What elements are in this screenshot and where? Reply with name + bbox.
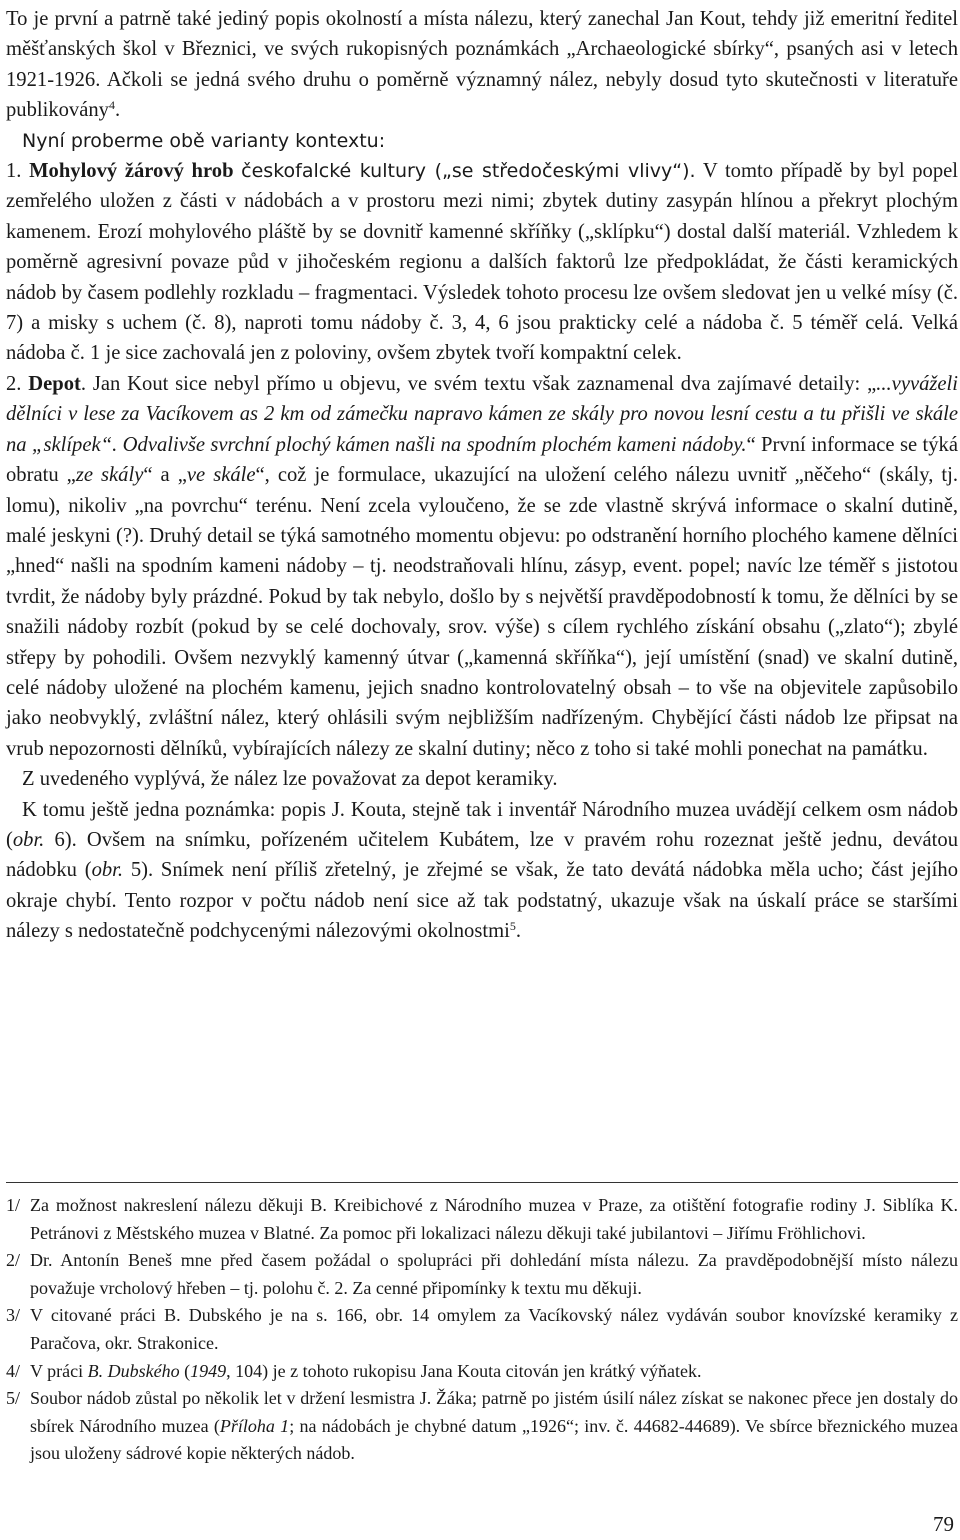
page-number: 79 xyxy=(933,1512,954,1536)
footnote-number: 5/ xyxy=(6,1388,21,1409)
kout-quotation: ...vyváželi dělníci v lese za Vacíkovem as 2 km od zámečku napravo kámen ze skály pro novou lesní cestu a tu přišli ve skále na „sklípek“. Odvalivše svrchní plochý kámen našli na spodním plochém kameni nádoby. xyxy=(6,372,958,456)
footnote-3: 3/ V citované práci B. Dubského je na s. 166, obr. 14 omylem za Vacíkovský nález vydáván soubor knovízské keramiky z Paračova, okr. Strakonice. xyxy=(6,1302,958,1357)
footnote-number: 1/ xyxy=(6,1195,21,1215)
footnote-number: 2/ xyxy=(6,1250,21,1271)
footnote-1: 1/ Za možnost nakreslení nálezu děkuji B. Kreibichové z Národního muzea v Praze, za otištění fotografie rodiny J. Siblíka K. Petránovi z Městského muzea v Blatné. Za pomoc při lokalizaci nálezu děkuji také jubilantovi – Jiřímu Fröhlichovi. xyxy=(6,1192,958,1247)
footnote-ref-4[interactable]: 4 xyxy=(108,98,115,113)
footnote-4: 4/ V práci B. Dubského (1949, 104) je z tohoto rukopisu Jana Kouta citován jen krátký výňatek. xyxy=(6,1358,958,1386)
paragraph-intro: To je první a patrně také jediný popis okolností a místa nálezu, který zanechal Jan Kout, tehdy již emeritní ředitel měšťanských škol v Březnici, ve svých rukopisných poznámkách „Archaeologické sbírky“, psaných asi v letech 1921-1926. Ačkoli se jedná svého druhu o poměrně významný nález, nebyly dosud tyto skutečnosti v literatuře publikovány$^4$. xyxy=(6,8,958,122)
paragraph-variants-lead: Nyní proberme obě varianty kontextu: xyxy=(22,129,386,152)
footnote-number: 4/ xyxy=(6,1360,21,1381)
footnote-divider xyxy=(6,1182,958,1183)
variant-1-heading: Mohylový žárový hrob xyxy=(29,160,234,183)
variant-2-heading: Depot xyxy=(28,372,81,395)
footnote-ref-5[interactable]: 5 xyxy=(509,919,516,933)
footnote-number: 3/ xyxy=(6,1305,21,1326)
paragraph-conclusion: Z uvedeného vyplývá, že nález lze považovat za depot keramiky. xyxy=(22,768,558,791)
footnote-2: 2/ Dr. Antonín Beneš mne před časem požádal o spolupráci při dohledání místa nálezu. Za pravděpodobnější místo nálezu považuje vrcholový hřeben – tj. polohu č. 2. Za cenné připomínky k textu mu děkuji. xyxy=(6,1247,958,1302)
footnote-5: 5/ Soubor nádob zůstal po několik let v držení lesmistra J. Žáka; patrně po jistém úsilí nález získat se nakonec přece jen dostaly do sbírek Národního muzea (Příloha 1; na nádobách je chybné datum „1926“; inv. č. 44682-44689). Ve sbírce březnického muzea jsou uloženy sádrové kopie některých nádob. xyxy=(6,1385,958,1468)
footnotes-section xyxy=(6,1192,958,1468)
paragraph-variant-2: 2. Depot. Jan Kout sice nebyl přímo u objevu, ve svém textu však zaznamenal dva zajímavé detaily: „...vyváželi dělníci v lese za Vacíkovem as 2 km od zámečku napravo kámen ze skály pro novou lesní cestu a tu přišli ve skále na „sklípek“. Odvalivše svrchní plochý kámen našli na spodním plochém kameni nádoby.“ První informace se týká obratu „ze skály“ a „ve skále“, což je formulace, ukazující na uložení celého nálezu uvnitř „něčeho“ (skály, tj. lomu), nikoliv „na povrchu“ terénu. Není zcela vyloučeno, že se zde vlastně skrývá informace o skalní dutině, malé jeskyni (?). Druhý detail se týká samotného momentu objevu: po odstranění horního plochého kamene dělníci „hned“ našli na spodním kameni nádoby – tj. neodstraňovali hlínu, zásyp, event. popel; navíc lze téměř s jistotou tvrdit, že nádoby byly prázdné. Pokud by tak nebylo, došlo by s největší pravděpodobností k tomu, že dělníci by se snažili nádoby rozbít (pokud by se celé dochovaly, srov. výše) s cílem rychlého získání obsahu („zlato“); zbylé střepy by pohodili. Ovšem nezvyklý kamenný útvar („kamenná skříňka“), její umístění (snad) ve skalní dutině, celé nádoby uložené na plochém kamenu, jejich snadno kontrolovatelný obsah – to vše na objevitele zapůsobilo jako neobvyklý, zvláštní nález, který ohlásili svým nejbližším nadřízeným. Chybějící části nádob lze připsat na vrub nepozornosti dělníků, vybírajících nálezy ze skalní dutiny; něco z toho si také mohli ponechat na památku. xyxy=(6,372,959,760)
paragraph-variant-1: 1. Mohylový žárový hrob českofalcké kultury („se středočeskými vlivy“). V tomto případě by byl popel zemřelého uložen z části v nádobách a v prostoru mezi nimi; zbytek dutiny zasypán hlínou a překryt plochým kamenem. Erozí mohylového pláště by se dovnitř kamenné skříňky („sklípku“) dostal další materiál. Vzhledem k poměrně agresivní povaze půd v jihočeském regionu a dalších faktorů lze předpokládat, že části keramických nádob by časem podlehly rozkladu – fragmentaci. Výsledek tohoto procesu lze ovšem sledovat jen u velké mísy (č. 7) a misky s uchem (č. 8), naproti tomu nádoby č. 3, 4, 6 jsou prakticky celé a nádoba č. 5 téměř celá. Velká nádoba č. 1 je sice zachovalá jen z poloviny, ovšem zbytek tvoří kompaktní celek. xyxy=(6,160,958,365)
article-body xyxy=(6,4,958,947)
paragraph-note: K tomu ještě jedna poznámka: popis J. Kouta, stejně tak i inventář Národního muzea uvádějí celkem osm nádob (obr. 6). Ovšem na snímku, pořízeném učitelem Kubátem, lze v pravém rohu rozeznat ještě jednu, devátou nádobku (obr. 5). Snímek není příliš zřetelný, je zřejmé se však, že tato devátá nádobka měla ucho; část jejího okraje chybí. Tento rozpor v počtu nádob není sice až tak podstatný, ukazuje však na úskalí práce se staršími nálezy s nedostatečně podchycenými nálezovými okolnostmi$^5$. xyxy=(6,798,958,943)
